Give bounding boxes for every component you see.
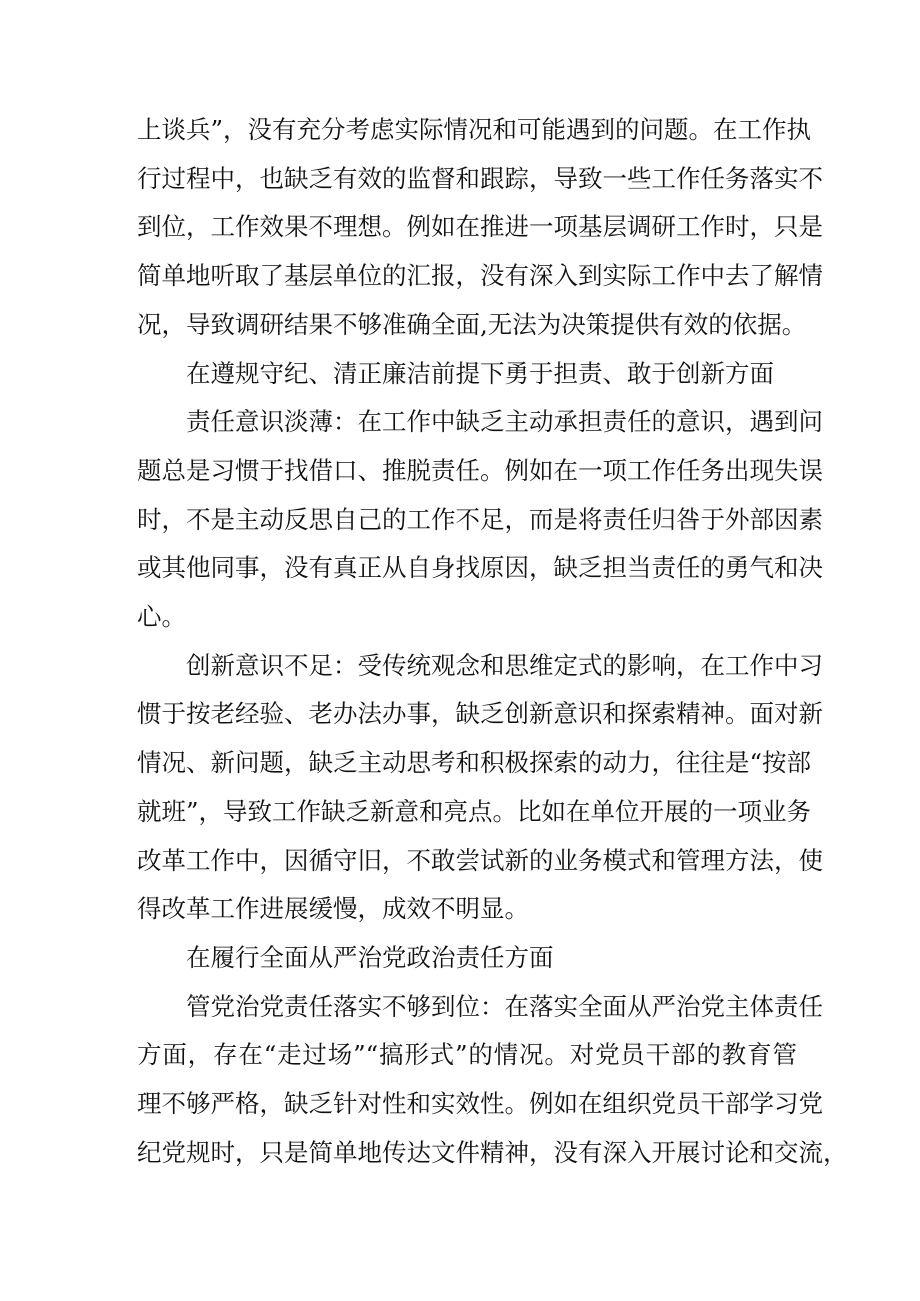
section-heading (137, 350, 797, 399)
text-line: 在遵规守纪、清正廉洁前提下勇于担责、敢于创新方面 (186, 358, 774, 388)
text-line: 情况、新问题，缺乏主动思考和积极探索的动力，往往是“按部 (137, 748, 812, 778)
paragraph-innovation (137, 642, 823, 934)
paragraph-responsibility (137, 398, 823, 642)
text-line: 行过程中，也缺乏有效的监督和跟踪，导致一些工作任务落实不 (137, 163, 823, 193)
text-line: 惯于按老经验、老办法办事，缺乏创新意识和探索精神。面对新 (137, 699, 823, 729)
paragraph-party-governance (137, 983, 848, 1178)
text-line: 方面，存在“走过场”“搞形式”的情况。对党员干部的教育管 (137, 1040, 797, 1070)
text-line: 心。 (137, 602, 186, 632)
paragraph-continuation (137, 106, 823, 350)
text-line: 创新意识不足：受传统观念和思维定式的影响，在工作中习 (186, 650, 823, 680)
text-line: 得改革工作进展缓慢，成效不明显。 (137, 894, 529, 924)
text-line: 改革工作中，因循守旧，不敢尝试新的业务模式和管理方法，使 (137, 845, 823, 875)
text-line: 时，不是主动反思自己的工作不足，而是将责任归咎于外部因素 (137, 504, 823, 534)
text-line: 到位，工作效果不理想。例如在推进一项基层调研工作时，只是 (137, 212, 823, 242)
text-line: 就班”，导致工作缺乏新意和亮点。比如在单位开展的一项业务 (137, 796, 812, 826)
text-line: 或其他同事，没有真正从自身找原因，缺乏担当责任的勇气和决 (137, 553, 823, 583)
text-line: 题总是习惯于找借口、推脱责任。例如在一项工作任务出现失误 (137, 455, 823, 485)
text-line: 纪党规时，只是简单地传达文件精神，没有深入开展讨论和交流， (137, 1137, 848, 1167)
text-line: 况，导致调研结果不够准确全面,无法为决策提供有效的依据。 (137, 309, 807, 339)
text-line: 简单地听取了基层单位的汇报，没有深入到实际工作中去了解情 (137, 261, 823, 291)
section-heading (137, 934, 797, 983)
text-line: 管党治党责任落实不够到位：在落实全面从严治党主体责任 (186, 991, 823, 1021)
text-line: 理不够严格，缺乏针对性和实效性。例如在组织党员干部学习党 (137, 1089, 823, 1119)
text-line: 上谈兵”，没有充分考虑实际情况和可能遇到的问题。在工作执 (137, 115, 812, 144)
text-line: 责任意识淡薄：在工作中缺乏主动承担责任的意识，遇到问 (186, 407, 823, 437)
text-line: 在履行全面从严治党政治责任方面 (186, 942, 554, 972)
document-body (137, 106, 848, 1177)
